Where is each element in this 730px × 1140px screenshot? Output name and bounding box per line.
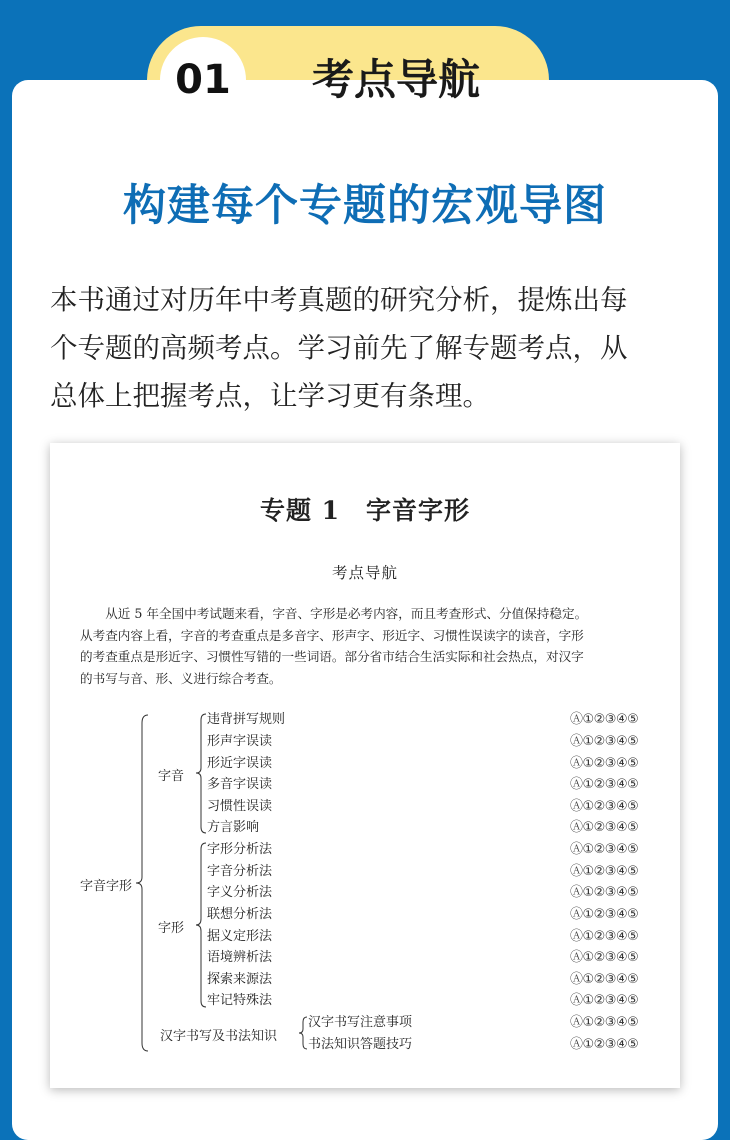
option-marks: Ⓐ①②③④⑤	[570, 820, 639, 835]
section-title: 考点导航	[311, 55, 480, 104]
option-marks: Ⓐ①②③④⑤	[570, 929, 639, 944]
option-marks: Ⓐ①②③④⑤	[570, 777, 639, 792]
outline-item: 多音字误读	[207, 777, 273, 792]
headline: 构建每个专题的宏观导图	[123, 181, 607, 231]
paragraph-line: 的书写与音、形、义进行综合考查。	[80, 670, 282, 686]
outline-item: 字形分析法	[207, 842, 273, 857]
option-marks: Ⓐ①②③④⑤	[570, 907, 639, 922]
option-marks: Ⓐ①②③④⑤	[570, 950, 639, 965]
paragraph-line: 从近 5 年全国中考试题来看，字音、字形是必考内容，而且考查形式、分值保持稳定。	[80, 606, 588, 621]
paragraph-line: 从考查内容上看，字音的考查重点是多音字、形声字、形近字、习惯性误读字的读音，字形	[80, 627, 584, 643]
outline-group-label: 字形	[158, 921, 185, 936]
option-marks: Ⓐ①②③④⑤	[570, 1037, 639, 1052]
outline-item: 违背拼写规则	[207, 712, 286, 727]
intro-text	[50, 276, 690, 420]
outline-group-label: 字音	[158, 769, 185, 784]
outline-item: 牢记特殊法	[207, 993, 273, 1008]
outline-item: 形近字误读	[207, 756, 273, 771]
option-marks: Ⓐ①②③④⑤	[570, 756, 639, 771]
section-number: 01	[160, 37, 246, 123]
outline-item: 语境辨析法	[207, 950, 273, 965]
option-marks: Ⓐ①②③④⑤	[570, 993, 639, 1008]
outline-item: 汉字书写注意事项	[308, 1015, 413, 1030]
outline-root: 字音字形	[80, 879, 133, 894]
intro-line: 本书通过对历年中考真题的研究分析，提炼出每	[50, 284, 628, 316]
page-title: 专题 1 字音字形	[259, 496, 471, 525]
outline-item: 形声字误读	[207, 734, 273, 749]
option-marks: Ⓐ①②③④⑤	[570, 864, 639, 879]
option-marks: Ⓐ①②③④⑤	[570, 734, 639, 749]
option-marks: Ⓐ①②③④⑤	[570, 885, 639, 900]
outline-item: 联想分析法	[207, 907, 273, 922]
intro-line: 总体上把握考点，让学习更有条理。	[50, 380, 490, 412]
page-subtitle: 考点导航	[331, 564, 398, 582]
outline-group-label: 汉字书写及书法知识	[160, 1029, 278, 1044]
option-marks: Ⓐ①②③④⑤	[570, 1015, 639, 1030]
outline-item: 字音分析法	[207, 864, 273, 879]
book-page-preview	[50, 443, 680, 1088]
option-marks: Ⓐ①②③④⑤	[570, 842, 639, 857]
outline-item: 字义分析法	[207, 885, 273, 900]
intro-line: 个专题的高频考点。学习前先了解专题考点，从	[50, 332, 628, 364]
outline-item: 据义定形法	[207, 929, 273, 944]
outline-item: 书法知识答题技巧	[308, 1037, 413, 1052]
outline-item: 习惯性误读	[207, 799, 273, 814]
paragraph-line: 的考查重点是形近字、习惯性写错的一些词语。部分省市结合生活实际和社会热点，对汉字	[80, 649, 584, 664]
option-marks: Ⓐ①②③④⑤	[570, 799, 639, 814]
option-marks: Ⓐ①②③④⑤	[570, 972, 639, 987]
outline-item: 探索来源法	[207, 972, 273, 987]
outline-item: 方言影响	[207, 820, 260, 835]
option-marks: Ⓐ①②③④⑤	[570, 712, 639, 727]
